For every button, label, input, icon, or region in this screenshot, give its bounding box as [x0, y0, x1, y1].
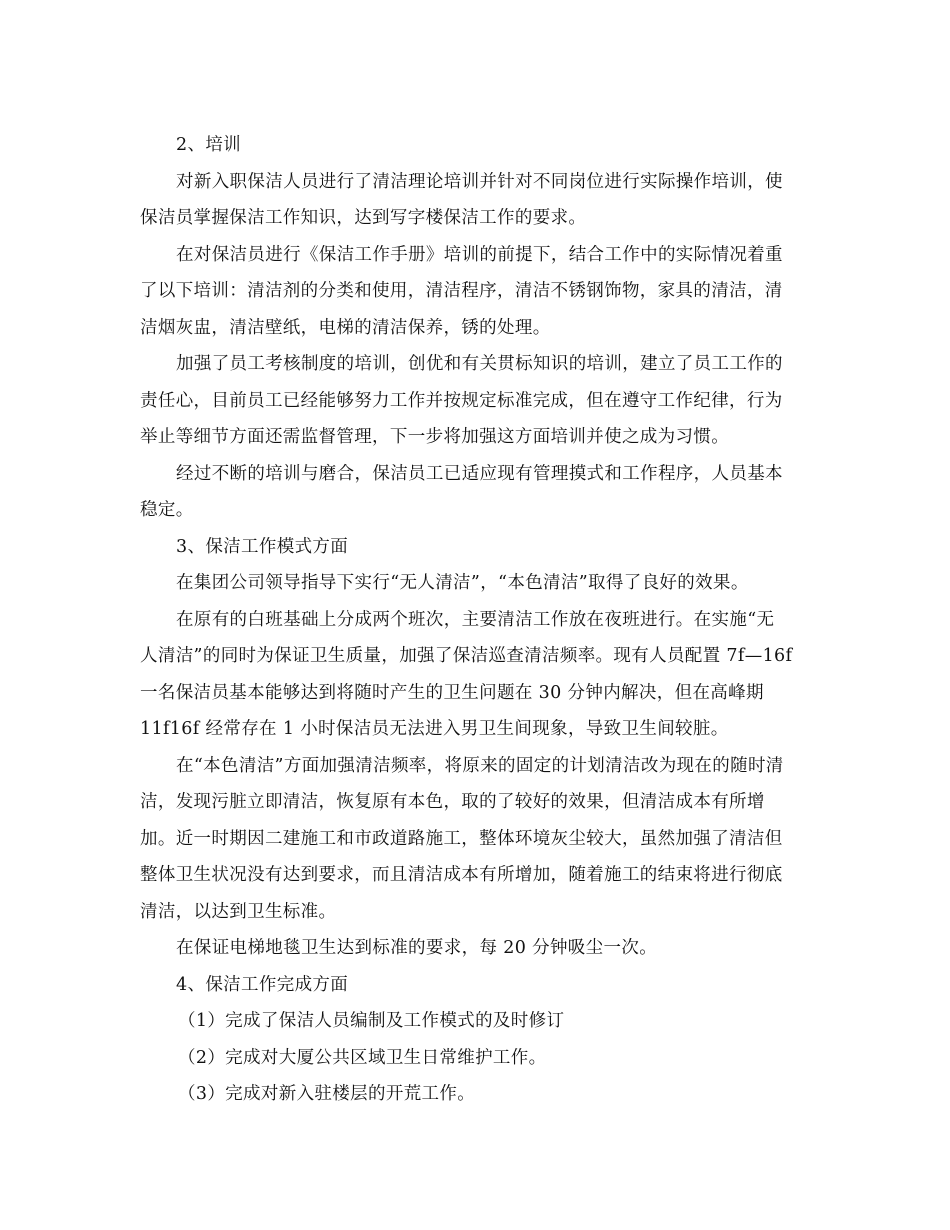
text-line: 11f16f 经常存在 1 小时保洁员无法进入男卫生间现象，导致卫生间较脏。 — [140, 719, 729, 739]
text-line: 经过不断的培训与磨合，保洁员工已适应现有管理摸式和工作程序，人员基本 — [176, 463, 783, 484]
text-line: （2）完成对大厦公共区域卫生日常维护工作。 — [178, 1047, 547, 1068]
text-line: 清洁，以达到卫生标准。 — [140, 901, 337, 922]
text-line: 加强了员工考核制度的培训，创优和有关贯标知识的培训，建立了员工工作的 — [176, 354, 783, 374]
text-line: 一名保洁员基本能够达到将随时产生的卫生问题在 30 分钟内解决，但在高峰期 — [140, 682, 764, 703]
text-line: （3）完成对新入驻楼层的开荒工作。 — [178, 1084, 476, 1104]
text-line: 2、培训 — [176, 135, 242, 155]
text-line: 在“本色清洁”方面加强清洁频率，将原来的固定的计划清洁改为现在的随时清 — [176, 755, 784, 776]
text-line: 在集团公司领导指导下实行“无人清洁”，“本色清洁”取得了良好的效果。 — [176, 573, 749, 593]
text-line: 洁烟灰盅，清洁壁纸，电梯的清洁保养，锈的处理。 — [140, 317, 551, 338]
text-line: 对新入职保洁人员进行了清洁理论培训并针对不同岗位进行实际操作培训，使 — [176, 171, 783, 192]
text-line: 4、保洁工作完成方面 — [176, 974, 349, 995]
text-line: 洁，发现污脏立即清洁，恢复原有本色，取的了较好的效果，但清洁成本有所增 — [140, 792, 765, 812]
text-line: （1）完成了保洁人员编制及工作模式的及时修订 — [178, 1011, 565, 1031]
text-line: 在原有的白班基础上分成两个班次，主要清洁工作放在夜班进行。在实施“无 — [176, 609, 775, 630]
text-line: 举止等细节方面还需监督管理，下一步将加强这方面培训并使之成为习惯。 — [140, 427, 730, 447]
text-line: 整体卫生状况没有达到要求，而且清洁成本有所增加，随着施工的结束将进行彻底 — [140, 865, 783, 885]
document-body — [140, 127, 812, 1113]
text-line: 加。近一时期因二建施工和市政道路施工，整体环境灰尘较大，虽然加强了清洁但 — [140, 828, 783, 849]
text-line: 稳定。 — [140, 500, 194, 520]
text-line: 在保证电梯地毯卫生达到标准的要求，每 20 分钟吸尘一次。 — [176, 938, 658, 958]
text-line: 人清洁”的同时为保证卫生质量，加强了保洁巡查清洁频率。现有人员配置 7f—16f — [140, 646, 793, 666]
text-line: 在对保洁员进行《保洁工作手册》培训的前提下，结合工作中的实际情况着重 — [176, 244, 783, 265]
text-line: 责任心，目前员工已经能够努力工作并按规定标准完成，但在遵守工作纪律，行为 — [140, 390, 783, 411]
text-line: 3、保洁工作模式方面 — [176, 536, 349, 557]
text-line: 保洁员掌握保洁工作知识，达到写字楼保洁工作的要求。 — [140, 208, 587, 228]
text-line: 了以下培训：清洁剂的分类和使用，清洁程序，清洁不锈钢饰物，家具的清洁，清 — [140, 281, 783, 301]
